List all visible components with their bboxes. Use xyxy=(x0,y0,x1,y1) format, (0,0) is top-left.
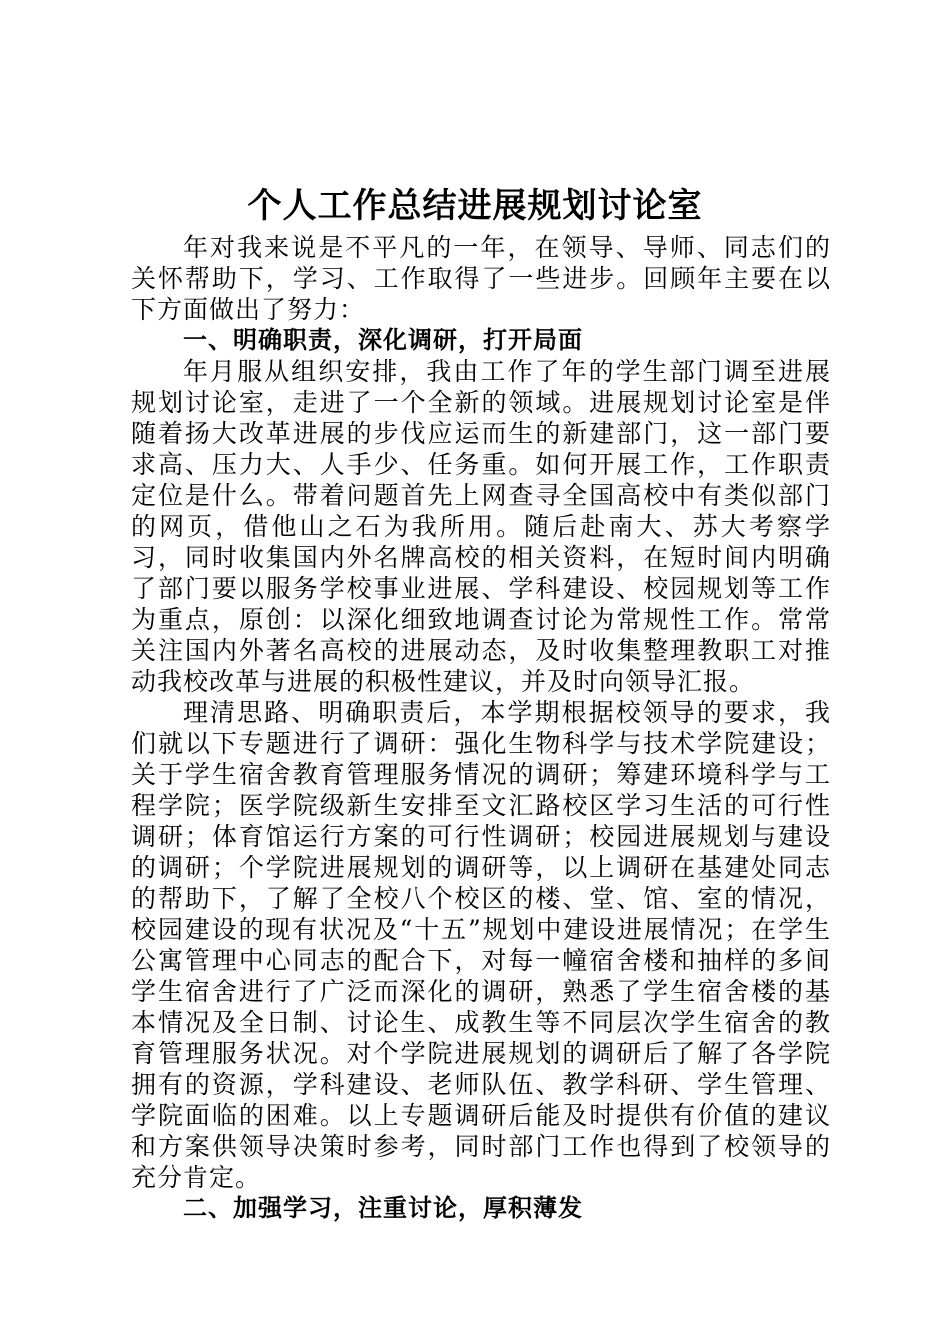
paragraph-section-1a: 年月服从组织安排，我由工作了年的学生部门调至进展规划讨论室，走进了一个全新的领域。进展规划讨论室是伴随着扬大改革进展的步伐应运而生的新建部门，这一部门要求高、压力大、人手少、任务重。如何开展工作，工作职责定位是什么。带着问题首先上网查寻全国高校中有类似部门的网页，借他山之石为我所用。随后赴南大、苏大考察学习，同时收集国内外名牌高校的相关资料，在短时间内明确了部门要以服务学校事业进展、学科建设、校园规划等工作为重点，原创：以深化细致地调查讨论为常规性工作。常常关注国内外著名高校的进展动态，及时收集整理教职工对推动我校改革与进展的积极性建议，并及时向领导汇报。 xyxy=(131,357,831,696)
paragraph-section-1b: 理清思路、明确职责后，本学期根据校领导的要求，我们就以下专题进行了调研：强化生物科学与技术学院建设；关于学生宿舍教育管理服务情况的调研；筹建环境科学与工程学院；医学院级新生安排至文汇路校区学习生活的可行性调研；体育馆运行方案的可行性调研；校园进展规划与建设的调研；个学院进展规划的调研等，以上调研在基建处同志的帮助下，了解了全校八个校区的楼、堂、馆、室的情况，校园建设的现有状况及“十五”规划中建设进展情况；在学生公寓管理中心同志的配合下，对每一幢宿舍楼和抽样的多间学生宿舍进行了广泛而深化的调研，熟悉了学生宿舍楼的基本情况及全日制、讨论生、成教生等不同层次学生宿舍的教育管理服务状况。对个学院进展规划的调研后了解了各学院拥有的资源，学科建设、老师队伍、教学科研、学生管理、学院面临的困难。以上专题调研后能及时提供有价值的建议和方案供领导决策时参考，同时部门工作也得到了校领导的充分肯定。 xyxy=(131,698,831,1192)
document-title: 个人工作总结进展规划讨论室 xyxy=(247,186,703,226)
section-heading-1: 一、明确职责，深化调研，打开局面 xyxy=(183,326,583,354)
document-body xyxy=(131,232,831,1224)
paragraph-intro: 年对我来说是不平凡的一年，在领导、导师、同志们的关怀帮助下，学习、工作取得了一些进步。回顾年主要在以下方面做出了努力： xyxy=(131,233,831,324)
section-heading-2: 二、加强学习，注重讨论，厚积薄发 xyxy=(183,1194,583,1222)
